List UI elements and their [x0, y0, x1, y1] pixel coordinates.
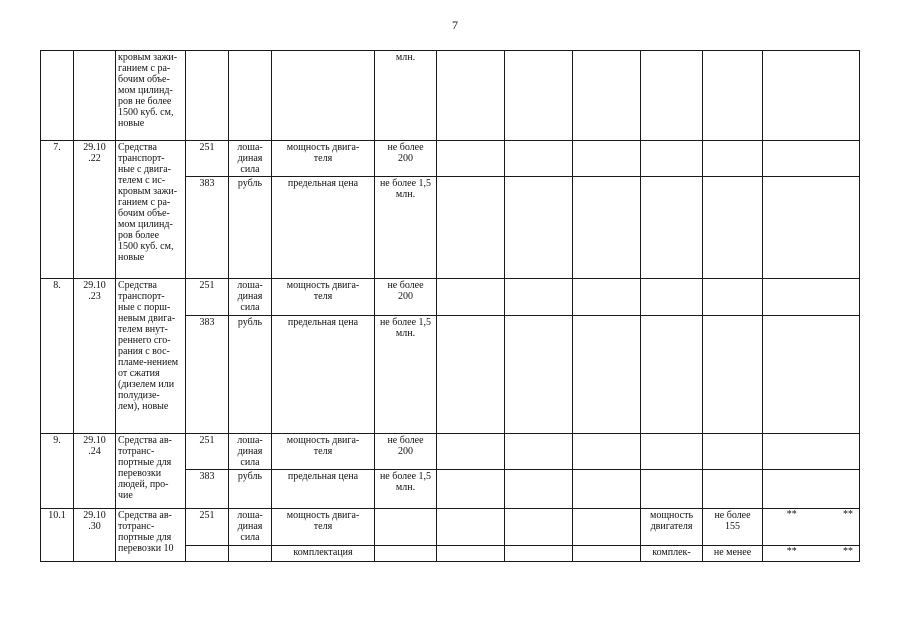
mark-asterisks: **	[786, 509, 797, 521]
cell-empty	[573, 470, 641, 509]
document-table	[40, 50, 860, 562]
cell-characteristic: мощность двига- теля	[272, 278, 375, 315]
cell-empty	[437, 509, 505, 546]
cell-empty	[641, 433, 703, 470]
cell-value: млн.	[375, 51, 437, 141]
cell-empty	[573, 545, 641, 561]
cell-value	[375, 509, 437, 546]
cell-unit: рубль	[229, 315, 272, 433]
cell-right-characteristic: комплек-	[641, 545, 703, 561]
cell-code: 29.10 .30	[74, 509, 116, 562]
cell-marks	[763, 545, 860, 561]
cell-empty	[573, 315, 641, 433]
cell-description: Средства ав- тотранс- портные для перевозки людей, про- чие	[116, 433, 186, 508]
cell-unit-code	[186, 51, 229, 141]
cell-description: Средства ав- тотранс- портные для перевозки 10	[116, 509, 186, 562]
cell-unit: лоша- диная сила	[229, 140, 272, 177]
cell-empty	[573, 509, 641, 546]
cell-unit-code: 383	[186, 177, 229, 279]
cell-empty	[763, 470, 860, 509]
cell-characteristic: предельная цена	[272, 470, 375, 509]
page-number: 7	[452, 18, 458, 32]
cell-unit-code: 251	[186, 140, 229, 177]
cell-no: 9.	[41, 433, 74, 508]
cell-empty	[763, 315, 860, 433]
cell-empty	[573, 140, 641, 177]
cell-empty	[641, 140, 703, 177]
cell-empty	[437, 278, 505, 315]
table-row-9a	[41, 433, 860, 470]
table-row-7a	[41, 140, 860, 177]
cell-code: 29.10 .23	[74, 278, 116, 433]
table-row-8a	[41, 278, 860, 315]
cell-code: 29.10 .24	[74, 433, 116, 508]
cell-empty	[763, 433, 860, 470]
cell-empty	[641, 315, 703, 433]
cell-empty	[703, 51, 763, 141]
cell-characteristic: предельная цена	[272, 177, 375, 279]
cell-empty	[573, 433, 641, 470]
mark-asterisks: **	[786, 545, 797, 557]
cell-empty	[437, 433, 505, 470]
cell-unit: рубль	[229, 177, 272, 279]
cell-unit-code	[186, 545, 229, 561]
cell-empty	[703, 177, 763, 279]
cell-empty	[505, 51, 573, 141]
cell-unit: лоша- диная сила	[229, 278, 272, 315]
cell-right-characteristic: мощность двигателя	[641, 509, 703, 546]
cell-empty	[703, 140, 763, 177]
cell-empty	[437, 51, 505, 141]
cell-value: не более 200	[375, 278, 437, 315]
cell-right-value: не более 155	[703, 509, 763, 546]
cell-empty	[763, 51, 860, 141]
cell-no: 10.1	[41, 509, 74, 562]
cell-empty	[703, 315, 763, 433]
cell-empty	[437, 545, 505, 561]
cell-empty	[437, 315, 505, 433]
cell-empty	[505, 433, 573, 470]
cell-unit: рубль	[229, 470, 272, 509]
cell-unit-code: 251	[186, 509, 229, 546]
cell-characteristic: мощность двига- теля	[272, 509, 375, 546]
cell-unit-code: 383	[186, 315, 229, 433]
cell-value	[375, 545, 437, 561]
cell-unit: лоша- диная сила	[229, 509, 272, 546]
cell-code: 29.10 .22	[74, 140, 116, 278]
cell-empty	[763, 140, 860, 177]
cell-characteristic	[272, 51, 375, 141]
cell-value: не более 1,5 млн.	[375, 470, 437, 509]
cell-empty	[437, 470, 505, 509]
cell-empty	[573, 278, 641, 315]
mark-asterisks: **	[843, 545, 853, 557]
cell-empty	[703, 278, 763, 315]
cell-empty	[505, 140, 573, 177]
cell-description: Средства транспорт- ные с порш- невым двига- телем внут- реннего сго- рания с вос- пламе-нением от сжатия (дизелем или полудизе- лем), новые	[116, 278, 186, 433]
cell-empty	[573, 177, 641, 279]
cell-value: не более 1,5 млн.	[375, 177, 437, 279]
cell-description: Средства транспорт- ные с двига- телем с ис- кровым зажи- ганием с ра- бочим объе- мом цилинд- ров более 1500 куб. см, новые	[116, 140, 186, 278]
cell-value: не более 200	[375, 140, 437, 177]
cell-right-value: не менее	[703, 545, 763, 561]
cell-characteristic: предельная цена	[272, 315, 375, 433]
table-row-10a	[41, 509, 860, 546]
cell-no: 8.	[41, 278, 74, 433]
cell-empty	[641, 177, 703, 279]
cell-empty	[505, 509, 573, 546]
cell-empty	[573, 51, 641, 141]
cell-description: кровым зажи- ганием с ра- бочим объе- мом цилинд- ров не более 1500 куб. см, новые	[116, 51, 186, 141]
cell-characteristic: комплектация	[272, 545, 375, 561]
cell-no: 7.	[41, 140, 74, 278]
cell-empty	[505, 470, 573, 509]
cell-empty	[437, 177, 505, 279]
cell-characteristic: мощность двига- теля	[272, 140, 375, 177]
cell-empty	[505, 545, 573, 561]
cell-empty	[763, 278, 860, 315]
cell-empty	[505, 315, 573, 433]
cell-empty	[505, 177, 573, 279]
cell-unit: лоша- диная сила	[229, 433, 272, 470]
cell-empty	[641, 51, 703, 141]
cell-no	[41, 51, 74, 141]
mark-asterisks: **	[843, 509, 853, 521]
cell-empty	[703, 433, 763, 470]
cell-empty	[505, 278, 573, 315]
cell-empty	[641, 278, 703, 315]
cell-empty	[641, 470, 703, 509]
cell-marks	[763, 509, 860, 546]
cell-unit	[229, 51, 272, 141]
cell-value: не более 1,5 млн.	[375, 315, 437, 433]
cell-code	[74, 51, 116, 141]
table-row-continuation	[41, 51, 860, 141]
cell-empty	[703, 470, 763, 509]
cell-empty	[763, 177, 860, 279]
cell-unit-code: 251	[186, 278, 229, 315]
cell-unit-code: 383	[186, 470, 229, 509]
cell-unit-code: 251	[186, 433, 229, 470]
cell-value: не более 200	[375, 433, 437, 470]
cell-unit	[229, 545, 272, 561]
cell-empty	[437, 140, 505, 177]
cell-characteristic: мощность двига- теля	[272, 433, 375, 470]
